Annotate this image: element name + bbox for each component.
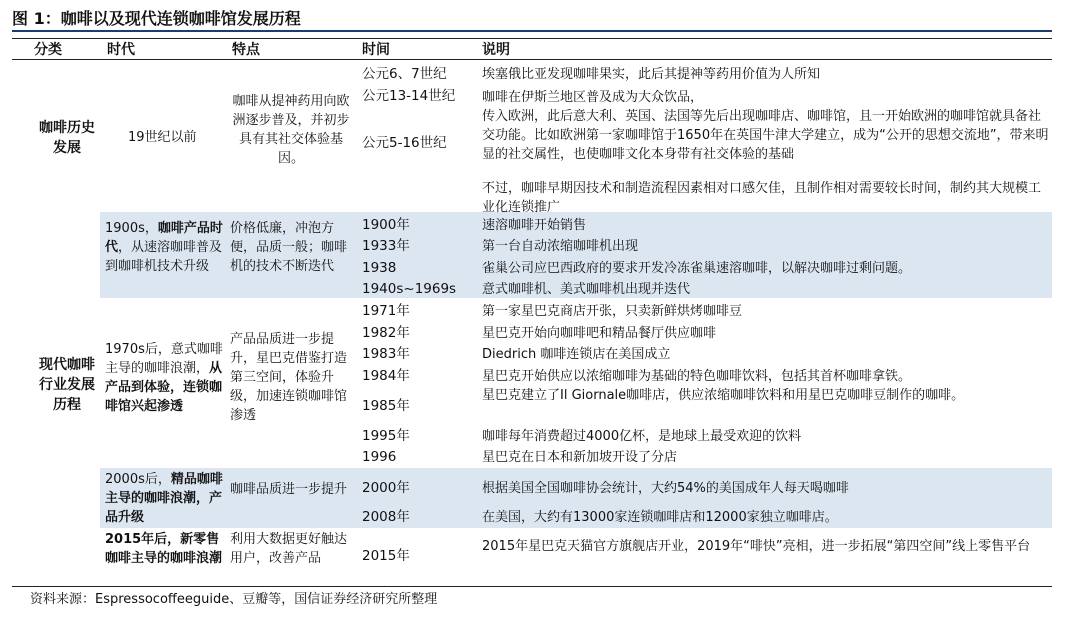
year-label: 2015年 xyxy=(362,548,410,564)
event-description: 第一家星巴克商店开张，只卖新鲜烘烤咖啡豆 xyxy=(482,304,743,319)
year-label: 公元6、7世纪 xyxy=(362,66,447,82)
header-time: 时间 xyxy=(362,42,390,58)
event-description: 根据美国全国咖啡协会统计，大约54%的美国成年人每天喝咖啡 xyxy=(482,481,849,496)
header-category: 分类 xyxy=(34,42,62,58)
era-2015: 2015年后，新零售咖啡主导的咖啡浪潮 xyxy=(105,532,223,566)
event-description: 咖啡每年消费超过4000亿杯，是地球上最受欢迎的饮料 xyxy=(482,429,802,444)
header-era: 时代 xyxy=(107,42,135,58)
era-2000s: 2000s后，精品咖啡主导的咖啡浪潮，产品升级 xyxy=(105,472,223,525)
table-bottom-rule xyxy=(12,586,1052,587)
event-description: 星巴克开始向咖啡吧和精品餐厅供应咖啡 xyxy=(482,326,717,341)
category-modern: 现代咖啡行业发展历程 xyxy=(39,357,95,413)
event-description: 在美国，大约有13000家连锁咖啡店和12000家独立咖啡店。 xyxy=(482,510,838,525)
features-2000s: 咖啡品质进一步提升 xyxy=(230,482,348,497)
header-features: 特点 xyxy=(232,42,260,58)
event-description: 星巴克建立了Il Giornale咖啡店，供应浓缩咖啡饮料和用星巴克咖啡豆制作的咖啡。 xyxy=(482,388,965,403)
category-history: 咖啡历史发展 xyxy=(39,120,95,156)
event-description: 雀巢公司应巴西政府的要求开发冷冻雀巢速溶咖啡，以解决咖啡过剩问题。 xyxy=(482,261,912,276)
event-description: 星巴克开始供应以浓缩咖啡为基础的特色咖啡饮料，包括其首杯咖啡拿铁。 xyxy=(482,369,912,384)
year-label: 2008年 xyxy=(362,509,410,525)
year-label: 1995年 xyxy=(362,428,410,444)
era-1970s: 1970s后，意式咖啡主导的咖啡浪潮，从产品到体验，连锁咖啡馆兴起渗透 xyxy=(105,342,223,414)
event-description: 咖啡在伊斯兰地区普及成为大众饮品， xyxy=(482,90,704,105)
year-label: 1985年 xyxy=(362,398,410,414)
year-label: 1983年 xyxy=(362,346,410,362)
era-pre19c: 19世纪以前 xyxy=(128,130,197,145)
event-description: Diedrich 咖啡连锁店在美国成立 xyxy=(482,347,671,362)
year-label: 1984年 xyxy=(362,368,410,384)
event-description: 星巴克在日本和新加坡开设了分店 xyxy=(482,450,678,465)
features-1900s: 价格低廉，冲泡方便，品质一般；咖啡机的技术不断迭代 xyxy=(230,221,348,274)
year-label: 1940s~1969s xyxy=(362,281,457,297)
event-description: 不过，咖啡早期因技术和制造流程因素相对口感欠佳，且制作相对需要较长时间，制约其大规模工业化连锁推广 xyxy=(482,181,1042,215)
year-label: 1938 xyxy=(362,260,397,276)
features-2015: 利用大数据更好触达用户，改善产品 xyxy=(230,532,348,566)
header-description: 说明 xyxy=(482,42,510,58)
event-description: 2015年星巴克天猫官方旗舰店开业，2019年“啡快”亮相，进一步拓展“第四空间”线上零售平台 xyxy=(482,539,1031,554)
features-1970s: 产品品质进一步提升，星巴克借鉴打造第三空间，体验升级，加速连锁咖啡馆渗透 xyxy=(230,332,348,423)
year-label: 公元5-16世纪 xyxy=(362,135,447,151)
event-description: 埃塞俄比亚发现咖啡果实，此后其提神等药用价值为人所知 xyxy=(482,67,821,82)
table-header xyxy=(12,38,1052,60)
year-label: 1996 xyxy=(362,449,397,465)
source-note: 资料来源：Espressocoffeeguide、豆瓣等，国信证券经济研究所整理 xyxy=(30,592,438,607)
year-label: 1900年 xyxy=(362,217,410,233)
year-label: 1982年 xyxy=(362,325,410,341)
features-pre19c: 咖啡从提神药用向欧洲逐步普及，并初步具有其社交体验基因。 xyxy=(232,94,350,166)
year-label: 1971年 xyxy=(362,303,410,319)
year-label: 公元13-14世纪 xyxy=(362,88,456,104)
event-description: 速溶咖啡开始销售 xyxy=(482,218,587,233)
event-description: 意式咖啡机、美式咖啡机出现并迭代 xyxy=(482,282,691,297)
year-label: 2000年 xyxy=(362,480,410,496)
figure-title: 图 1：咖啡以及现代连锁咖啡馆发展历程 xyxy=(12,6,1052,32)
era-1900s: 1900s，咖啡产品时代，从速溶咖啡普及到咖啡机技术升级 xyxy=(105,221,223,274)
event-description: 传入欧洲，此后意大利、英国、法国等先后出现咖啡店、咖啡馆，且一开始欧洲的咖啡馆就具备社交功能。比如欧洲第一家咖啡馆于1650年在英国牛津大学建立，成为“公开的思想交流地”，带来明显的社交属性，也使咖啡文化本身带有社交体验的基础 xyxy=(482,109,1049,162)
event-description: 第一台自动浓缩咖啡机出现 xyxy=(482,239,639,254)
year-label: 1933年 xyxy=(362,238,410,254)
